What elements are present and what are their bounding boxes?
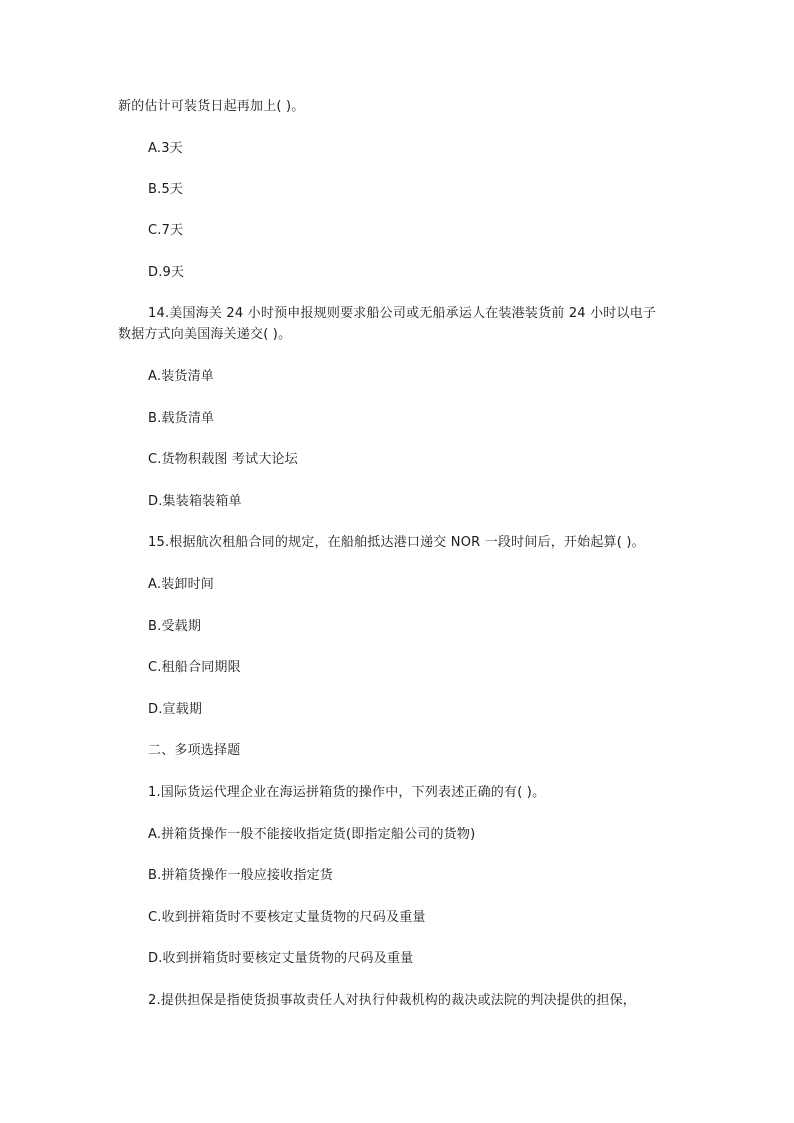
multi-question-1-option-d: D.收到拼箱货时要核定丈量货物的尺码及重量 <box>148 951 414 966</box>
question-14-line-2: 数据方式向美国海关递交( )。 <box>118 327 292 342</box>
section-heading-multiple-choice: 二、多项选择题 <box>148 743 241 758</box>
question-13-continuation: 新的估计可装货日起再加上( )。 <box>118 99 305 114</box>
question-14-option-d: D.集装箱装箱单 <box>148 494 242 509</box>
question-14-option-b: B.载货清单 <box>148 411 215 426</box>
multi-question-1-option-a: A.拼箱货操作一般不能接收指定货(即指定船公司的货物) <box>148 827 476 842</box>
multi-question-2-text: 2.提供担保是指使货损事故责任人对执行仲裁机构的裁决或法院的判决提供的担保， <box>148 993 637 1008</box>
question-14-option-a: A.装货清单 <box>148 369 214 384</box>
question-15-option-c: C.租船合同期限 <box>148 660 241 675</box>
question-14-line-1: 14.美国海关 24 小时预申报规则要求船公司或无船承运人在装港装货前 24 小时以电子 <box>148 306 657 321</box>
question-13-option-a: A.3天 <box>148 141 183 156</box>
question-15-option-b: B.受载期 <box>148 619 202 634</box>
question-14-option-c: C.货物积载图 考试大论坛 <box>148 452 298 467</box>
multi-question-1-text: 1.国际货运代理企业在海运拼箱货的操作中，下列表述正确的有( )。 <box>148 785 546 800</box>
question-15-option-a: A.装卸时间 <box>148 577 214 592</box>
question-13-option-d: D.9天 <box>148 265 185 280</box>
question-15-text: 15.根据航次租船合同的规定，在船舶抵达港口递交 NOR 一段时间后，开始起算( )。 <box>148 535 645 550</box>
question-13-option-c: C.7天 <box>148 223 184 238</box>
multi-question-1-option-b: B.拼箱货操作一般应接收指定货 <box>148 868 334 883</box>
question-15-option-d: D.宣载期 <box>148 702 203 717</box>
multi-question-1-option-c: C.收到拼箱货时不要核定丈量货物的尺码及重量 <box>148 910 426 925</box>
question-13-option-b: B.5天 <box>148 182 184 197</box>
